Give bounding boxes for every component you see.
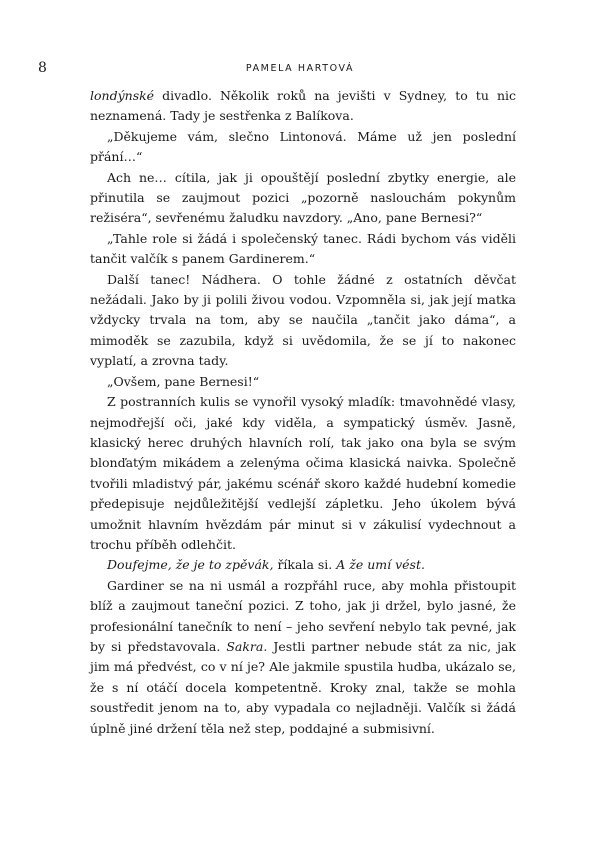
- running-head: PAMELA HARTOVÁ: [245, 63, 355, 74]
- text-span: „Ovšem, pane Bernesi!“: [107, 373, 260, 389]
- text-span: Další tanec! Nádhera. O tohle žádné z ostatních děvčat nežádali. Jako by ji polili živou vodou. Vzpomněla si, jak její matka vždycky trvala na tom, aby se naučila „tančit jako dáma“, a mimoděk se zazubila, když si uvědomila, že se jí to nakonec vyplatí, a zrovna tady.: [90, 271, 516, 369]
- text-span: divadlo. Několik roků na jevišti v Sydney, to tu nic neznamená. Tady je sestřenka z Balíkova.: [90, 88, 516, 124]
- paragraph: [90, 127, 516, 168]
- text-span: říkala si.: [273, 557, 337, 573]
- text-span-italic: Doufejme, že je to zpěvák,: [107, 557, 274, 573]
- text-span-italic: Sakra.: [226, 638, 268, 654]
- text-span: Gardiner se na ni usmál a rozpřáhl ruce, aby mohla přistoupit blíž a zaujmout taneční pozici. Z toho, jak ji držel, bylo jasné, že profesionální tanečník to není – jeho sevření nebylo tak pevné, jak by si představovala.: [90, 577, 516, 654]
- paragraph: [90, 168, 516, 229]
- paragraph: [90, 229, 516, 270]
- text-span: „Děkujeme vám, slečno Lintonová. Máme už jen poslední přání…“: [90, 128, 516, 165]
- body-text: [90, 86, 516, 739]
- text-span: Z postranních kulis se vynořil vysoký mladík: tmavohnědé vlasy, nejmodřejší oči, jaké kdy viděla, a sympatický úsměv. Jasně, klasický herec druhých hlavních rolí, tak jako ona byla se svým blonďatým mikádem a zelenýma očima klasická naivka. Společně tvořili mladistvý pár, jakému scénář skoro každé hudební komedie předepisuje nejdůležitější vedlejší zápletku. Jeho úkolem bývá umožnit hlavním hvězdám pár minut si v zákulisí vydechnout a trochu příběh odlehčit.: [90, 394, 516, 552]
- paragraph: [90, 392, 516, 555]
- page-number: 8: [38, 60, 47, 76]
- paragraph: [90, 270, 516, 372]
- paragraph: [90, 86, 516, 127]
- paragraph: [90, 576, 516, 739]
- text-span-italic: londýnské: [90, 88, 155, 103]
- text-span: „Tahle role si žádá i společenský tanec. Rádi bychom vás viděli tančit valčík s panem Gardinerem.“: [90, 230, 516, 267]
- paragraph: [90, 555, 516, 575]
- text-span: Jestli partner nebude stát za nic, jak jim má předvést, co v ní je? Ale jakmile spustila hudba, ukázalo se, že s ní otáčí docela kompetentně. Kroky znal, takže se mohla soustředit jenom na to, aby vypadala co nejladněji. Valčík si žádá úplně jiné držení těla než step, poddajné a submisivní.: [90, 638, 516, 736]
- text-span: Ach ne… cítila, jak ji opouštějí poslední zbytky energie, ale přinutila se zaujmout pozici „pozorně naslouchám pokynům režiséra“, sevřenému žaludku navzdory. „Ano, pane Bernesi?“: [90, 169, 516, 226]
- paragraph: [90, 372, 516, 392]
- text-span-italic: A že umí vést.: [336, 557, 425, 573]
